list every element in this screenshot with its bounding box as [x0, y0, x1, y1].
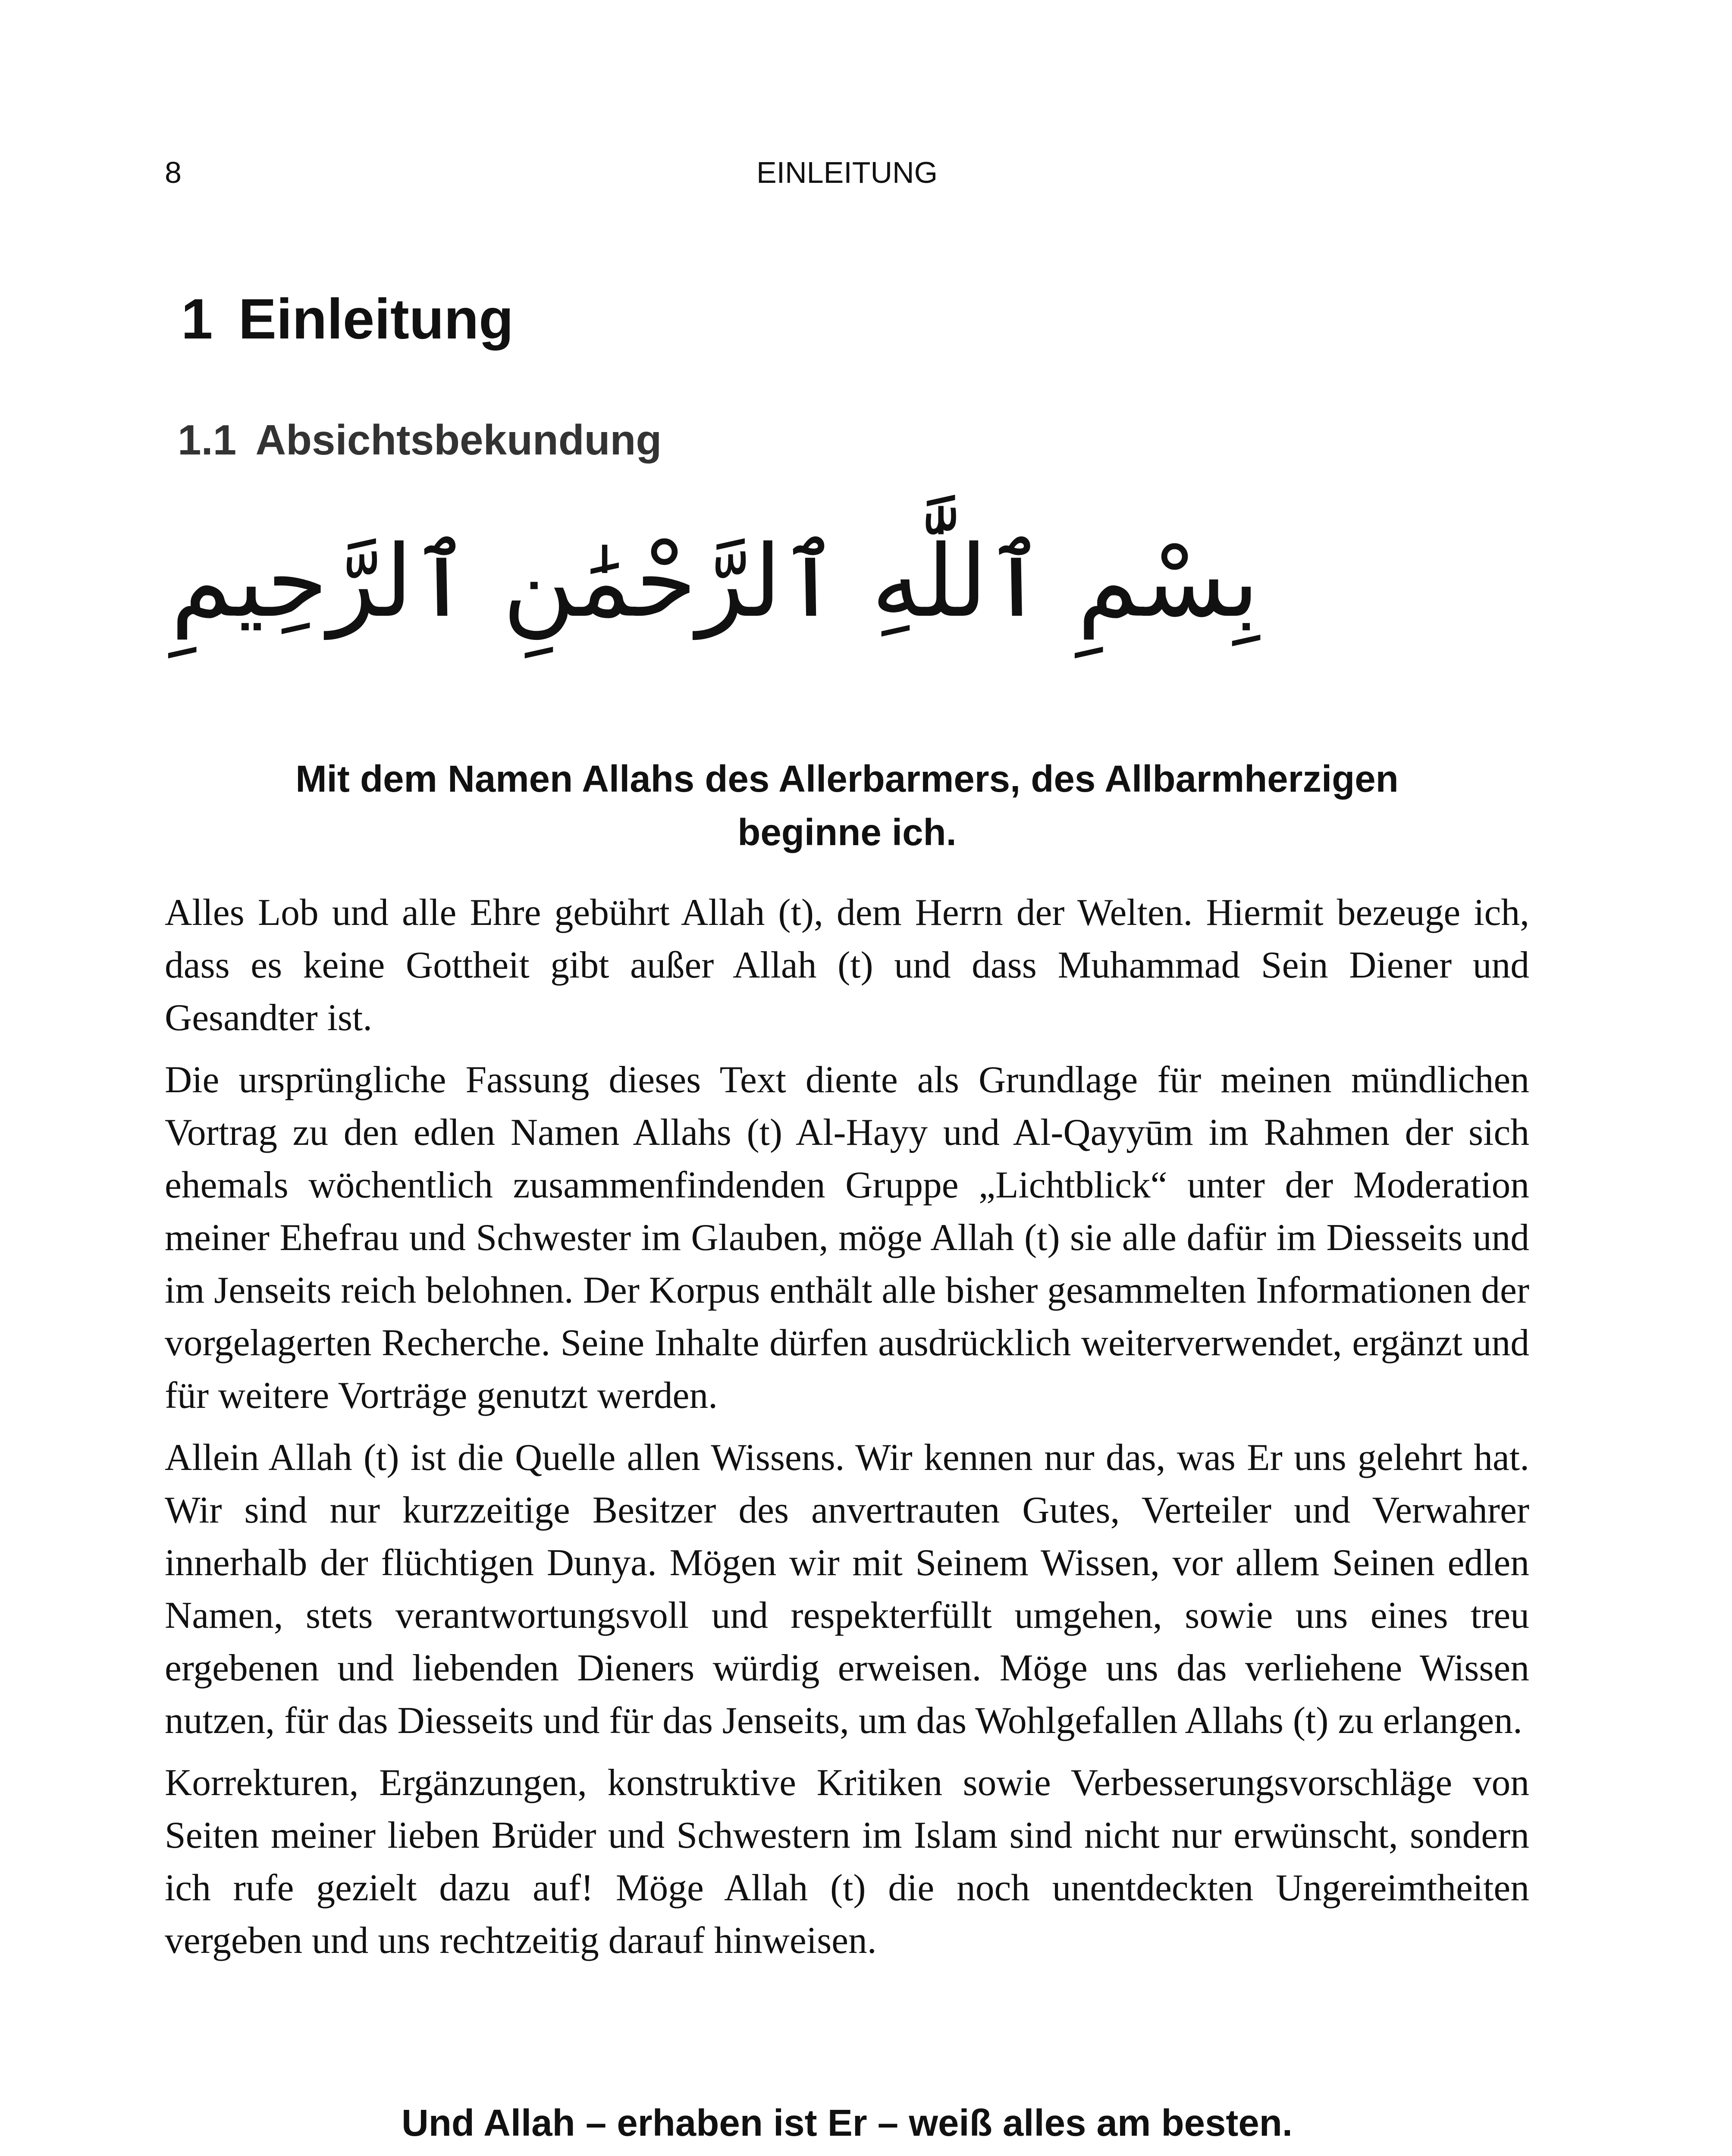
chapter-title: Einleitung — [238, 287, 514, 351]
paragraph-2: Die ursprüngliche Fassung dieses Text diente als Grundlage für meinen mündlichen Vortrag zu den edlen Namen Allahs (t) Al-Hayy und Al-Qayyūm im Rahmen der sich ehemals wöchentlich zusammenfindenden Gruppe „Lichtblick“ unter der Moderation meiner Ehefrau und Schwester im Glauben, möge Allah (t) sie alle dafür im Diesseits und im Jenseits reich belohnen. Der Korpus enthält alle bisher gesammelten Informationen der vorgelagerten Recherche. Seine Inhalte dürfen ausdrücklich weiterverwendet, ergänzt und für weitere Vorträge genutzt werden. — [165, 1059, 1529, 1416]
basmala-calligraphy: بِسْمِ ٱللَّٰهِ ٱلرَّحْمَٰنِ ٱلرَّحِيمِ — [170, 524, 1259, 639]
invocation-line-1: Mit dem Namen Allahs des Allerbarmers, des Allbarmherzigen — [295, 758, 1399, 800]
closing-line-1: Und Allah – erhaben ist Er – weiß alles am besten. — [401, 2102, 1293, 2144]
section-heading — [178, 412, 662, 468]
running-title: EINLEITUNG — [756, 156, 938, 189]
invocation — [165, 752, 1529, 859]
chapter-number: 1 — [181, 287, 213, 351]
section-number: 1.1 — [178, 416, 237, 464]
page-number: 8 — [165, 156, 182, 189]
section-title: Absichtsbekundung — [255, 416, 662, 464]
paragraph-1: Alles Lob und alle Ehre gebührt Allah (t), dem Herrn der Welten. Hiermit bezeuge ich, dass es keine Gottheit gibt außer Allah (t) und dass Muhammad Sein Diener und Gesandter ist. — [165, 891, 1529, 1038]
body-text — [165, 886, 1529, 1976]
paragraph-3: Allein Allah (t) ist die Quelle allen Wissens. Wir kennen nur das, was Er uns gelehrt hat. Wir sind nur kurzzeitige Besitzer des anvertrauten Gutes, Verteiler und Verwahrer innerhalb der flüchtigen Dunya. Mögen wir mit Seinem Wissen, vor allem Seinen edlen Namen, stets verantwortungsvoll und respekterfüllt umgehen, sowie uns eines treu ergebenen und liebenden Dieners würdig erweisen. Möge uns das verliehene Wissen nutzen, für das Diesseits und für das Jenseits, um das Wohlgefallen Allahs (t) zu erlangen. — [165, 1436, 1529, 1741]
paragraph-4: Korrekturen, Ergänzungen, konstruktive Kritiken sowie Verbesserungsvorschläge von Seiten meiner lieben Brüder und Schwestern im Islam sind nicht nur erwünscht, sondern ich rufe gezielt dazu auf! Möge Allah (t) die noch unentdeckten Ungereimtheiten vergeben und uns rechtzeitig darauf hinweisen. — [165, 1761, 1529, 1961]
running-header — [165, 153, 1529, 192]
chapter-heading — [181, 280, 514, 358]
invocation-line-2: beginne ich. — [737, 812, 957, 853]
